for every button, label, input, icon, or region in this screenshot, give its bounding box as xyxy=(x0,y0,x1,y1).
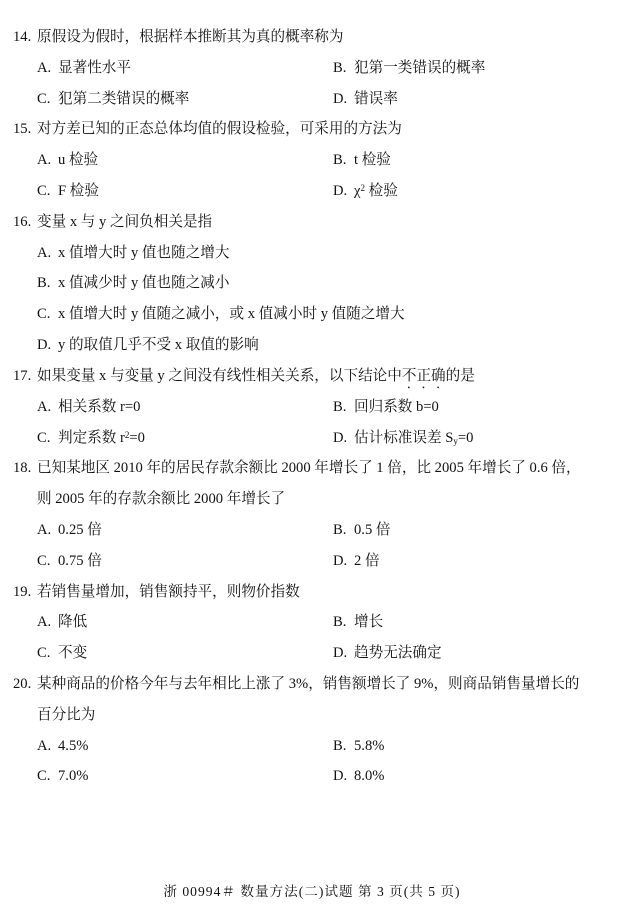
option-text: 显著性水平 xyxy=(58,59,131,76)
option-c xyxy=(37,638,333,669)
option-text: y 的取值几乎不受 x 取值的影响 xyxy=(58,336,259,353)
option-label: A. xyxy=(37,398,52,415)
option-d xyxy=(333,176,594,207)
question-15 xyxy=(13,114,594,206)
option-label: B. xyxy=(333,152,347,169)
option-text: 估计标准误差 $S_y=0$ xyxy=(354,429,474,447)
question-number: 16. xyxy=(13,213,32,230)
option-b xyxy=(37,268,594,299)
option-label: B. xyxy=(333,521,347,538)
question-stem: 原假设为假时，根据样本推断其为真的概率称为 xyxy=(37,29,344,45)
option-label: A. xyxy=(37,59,52,76)
option-label: C. xyxy=(37,768,51,785)
question-stem: 则 2005 年的存款余额比 2000 年增长了 xyxy=(37,491,286,508)
option-a xyxy=(37,53,333,84)
option-a xyxy=(37,392,333,423)
option-text: t 检验 xyxy=(354,152,391,169)
option-label: C. xyxy=(37,645,51,662)
option-text: 判定系数 $r^2=0$ xyxy=(58,429,145,446)
option-b xyxy=(333,53,594,84)
question-number: 18. xyxy=(13,460,32,477)
option-label: C. xyxy=(37,429,51,446)
option-text: 2 倍 xyxy=(354,552,380,569)
option-text: 4.5% xyxy=(58,737,89,754)
option-label: C. xyxy=(37,182,51,199)
option-a xyxy=(37,515,333,546)
option-b xyxy=(333,392,594,423)
option-label: D. xyxy=(333,552,348,569)
page-footer: 浙 00994＃ 数量方法(二)试题 第 3 页(共 5 页) xyxy=(163,884,461,899)
option-label: D. xyxy=(333,90,348,107)
option-label: D. xyxy=(37,336,52,353)
option-text: 7.0% xyxy=(58,768,89,785)
question-number: 17. xyxy=(13,367,32,384)
option-b xyxy=(333,515,594,546)
question-17 xyxy=(13,361,594,454)
option-label: C. xyxy=(37,306,51,323)
option-label: B. xyxy=(333,59,347,76)
option-a xyxy=(37,731,333,762)
question-stem: 已知某地区 2010 年的居民存款余额比 2000 年增长了 1 倍，比 2005 年增长了 0.6 倍， xyxy=(37,460,581,477)
question-stem: 若销售量增加，销售额持平，则物价指数 xyxy=(37,583,300,600)
option-c xyxy=(37,84,333,115)
option-c xyxy=(37,546,333,577)
option-text: x 值增大时 y 值随之减小，或 x 值减小时 y 值随之增大 xyxy=(58,306,405,323)
option-d xyxy=(333,84,594,115)
option-text: 0.75 倍 xyxy=(58,552,102,569)
option-label: B. xyxy=(333,737,347,754)
option-text: $\chi^2$ 检验 xyxy=(354,182,398,199)
question-14 xyxy=(13,22,594,114)
question-number: 15. xyxy=(13,121,32,138)
question-stem: 某种商品的价格今年与去年相比上涨了 3%，销售额增长了 9%，则商品销售量增长的 xyxy=(37,675,580,692)
option-text: 犯第二类错误的概率 xyxy=(58,90,190,107)
question-18 xyxy=(13,453,594,576)
option-text: 0.5 倍 xyxy=(354,521,391,538)
option-c xyxy=(37,761,333,792)
option-label: C. xyxy=(37,552,51,569)
question-stem: 百分比为 xyxy=(37,706,96,723)
option-text: F 检验 xyxy=(58,182,99,199)
option-label: B. xyxy=(37,275,51,292)
option-b xyxy=(333,145,594,176)
question-number: 14. xyxy=(13,29,32,45)
option-text: 8.0% xyxy=(354,768,385,785)
option-label: B. xyxy=(333,398,347,415)
option-text: 回归系数 b=0 xyxy=(354,398,439,415)
question-20 xyxy=(13,669,594,792)
question-number: 19. xyxy=(13,583,32,600)
option-label: D. xyxy=(333,768,348,785)
option-text: 5.8% xyxy=(354,737,385,754)
option-c xyxy=(37,299,594,330)
option-a xyxy=(37,145,333,176)
option-b xyxy=(333,731,594,762)
option-label: B. xyxy=(333,614,347,631)
option-text: 趋势无法确定 xyxy=(354,645,442,662)
option-text: 降低 xyxy=(58,614,88,631)
option-label: D. xyxy=(333,182,348,199)
option-label: D. xyxy=(333,645,348,662)
option-a xyxy=(37,607,333,638)
option-text: 相关系数 r=0 xyxy=(58,398,141,415)
option-d xyxy=(333,761,594,792)
option-label: A. xyxy=(37,521,52,538)
option-c xyxy=(37,423,333,454)
option-a xyxy=(37,238,594,269)
option-d xyxy=(333,638,594,669)
question-number: 20. xyxy=(13,675,32,692)
option-text: 0.25 倍 xyxy=(58,521,102,538)
option-label: C. xyxy=(37,90,51,107)
option-label: A. xyxy=(37,737,52,754)
option-label: D. xyxy=(333,429,348,446)
option-label: A. xyxy=(37,614,52,631)
question-16 xyxy=(13,207,594,361)
question-stem: 如果变量 x 与变量 y 之间没有线性相关关系，以下结论中不正确的是 xyxy=(37,367,475,384)
question-19 xyxy=(13,577,594,669)
option-text: x 值减少时 y 值也随之减小 xyxy=(58,275,230,292)
option-text: 增长 xyxy=(354,614,384,631)
option-label: A. xyxy=(37,152,52,169)
option-b xyxy=(333,607,594,638)
option-label: A. xyxy=(37,244,52,261)
option-d xyxy=(37,330,594,361)
option-d xyxy=(333,423,594,454)
option-text: x 值增大时 y 值也随之增大 xyxy=(58,244,230,261)
option-text: 错误率 xyxy=(354,90,398,107)
option-d xyxy=(333,546,594,577)
question-stem: 对方差已知的正态总体均值的假设检验，可采用的方法为 xyxy=(37,121,402,138)
option-text: u 检验 xyxy=(58,152,99,169)
option-c xyxy=(37,176,333,207)
option-text: 不变 xyxy=(58,645,88,662)
question-stem: 变量 x 与 y 之间负相关是指 xyxy=(37,213,213,230)
option-text: 犯第一类错误的概率 xyxy=(354,59,486,76)
